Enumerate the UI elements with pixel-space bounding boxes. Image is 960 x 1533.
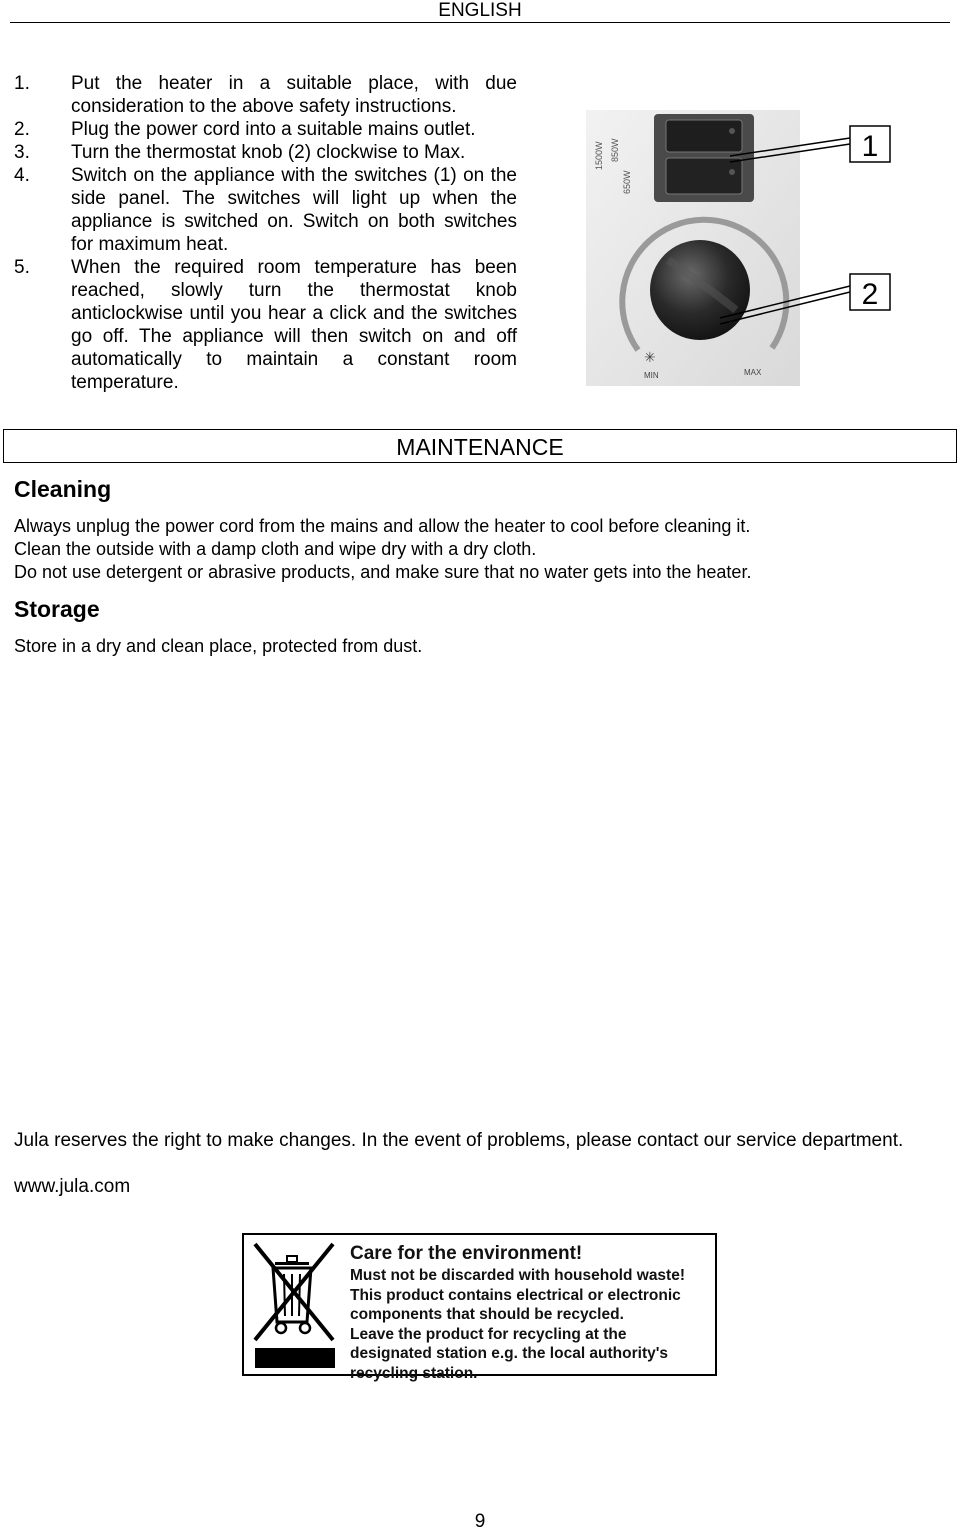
- environment-line: Leave the product for recycling at the designated station e.g. the local authority's recycling station.: [350, 1325, 669, 1382]
- maintenance-title: MAINTENANCE: [396, 434, 564, 460]
- callout-number-1: 1: [861, 130, 879, 163]
- figure-callouts: [700, 118, 900, 338]
- instruction-text: Turn the thermostat knob (2) clockwise to Max.: [71, 142, 466, 163]
- instruction-item: [14, 72, 517, 118]
- snowflake-icon: ✳: [644, 350, 656, 366]
- instruction-text: When the required room temperature has been reached, slowly turn the thermostat knob anticlockwise until you hear a click and the switches go off. The appliance will then switch on and off automatically to maintain a constant room temperature.: [71, 257, 517, 393]
- storage-text: Store in a dry and clean place, protected from dust.: [14, 636, 423, 656]
- dial-max-label: MAX: [744, 368, 762, 377]
- cleaning-line: Clean the outside with a damp cloth and wipe dry with a dry cloth.: [14, 539, 537, 559]
- environment-line: Must not be discarded with household waste!: [350, 1267, 685, 1284]
- instruction-item: [14, 141, 517, 164]
- storage-heading: Storage: [14, 596, 100, 622]
- instruction-text: Put the heater in a suitable place, with due consideration to the above safety instructions.: [71, 73, 517, 117]
- instruction-number: 4.: [14, 165, 30, 186]
- footer-url: www.jula.com: [14, 1176, 131, 1197]
- header-rule: [10, 22, 950, 23]
- instruction-number: 1.: [14, 73, 30, 94]
- cleaning-heading: Cleaning: [14, 476, 112, 502]
- switch-label-850w: 850W: [610, 138, 620, 162]
- instruction-number: 2.: [14, 119, 30, 140]
- instruction-text: Plug the power cord into a suitable mains outlet.: [71, 119, 476, 140]
- instruction-item: [14, 118, 517, 141]
- instruction-item: [14, 256, 517, 394]
- instruction-list: [14, 72, 517, 394]
- cleaning-line: Always unplug the power cord from the mains and allow the heater to cool before cleaning it.: [14, 516, 751, 536]
- dial-min-label: MIN: [644, 371, 659, 380]
- environment-title: Care for the environment!: [350, 1243, 583, 1264]
- page-number: 9: [474, 1511, 486, 1532]
- header-language: ENGLISH: [438, 0, 522, 21]
- instruction-number: 5.: [14, 257, 30, 278]
- switch-label-1500w: 1500W: [594, 141, 604, 170]
- crossed-bin-icon: [251, 1240, 337, 1370]
- instruction-text: Switch on the appliance with the switches (1) on the side panel. The switches will light up when the appliance is switched on. Switch on both switches for maximum heat.: [71, 165, 517, 255]
- instruction-number: 3.: [14, 142, 30, 163]
- instruction-item: [14, 164, 517, 256]
- environment-line: This product contains electrical or electronic components that should be recycled.: [350, 1286, 681, 1323]
- footer-notice: Jula reserves the right to make changes. In the event of problems, please contact our service department.: [14, 1130, 904, 1151]
- cleaning-line: Do not use detergent or abrasive products, and make sure that no water gets into the heater.: [14, 562, 752, 582]
- switch-label-650w: 650W: [622, 170, 632, 194]
- environment-notice-text: [350, 1243, 712, 1383]
- callout-number-2: 2: [861, 278, 879, 311]
